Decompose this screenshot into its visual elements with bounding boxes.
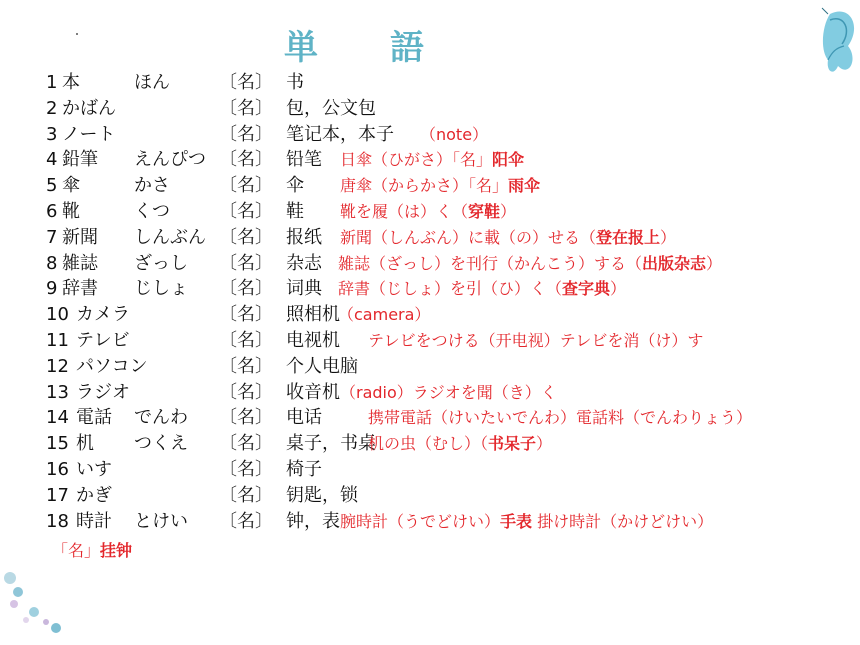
vocab-number: 17 — [46, 484, 69, 506]
vocab-word: かぎ — [76, 484, 112, 506]
vocab-word: 辞書 — [62, 278, 98, 300]
tail-plain: 「名」 — [52, 541, 101, 560]
vocab-row — [46, 173, 826, 199]
vocab-meaning: 桌子，书桌 — [286, 433, 376, 455]
vocab-word: 電話 — [76, 407, 112, 429]
vocab-number: 12 — [46, 355, 69, 377]
vocab-part-of-speech: 〔名〕 — [219, 149, 273, 171]
vocab-word: 新聞 — [62, 226, 98, 248]
vocab-kana: とけい — [134, 510, 188, 532]
vocab-meaning: 杂志 — [286, 252, 322, 274]
vocab-part-of-speech: 〔名〕 — [219, 355, 273, 377]
vocab-meaning: 铅笔 — [286, 149, 322, 171]
vocab-number: 7 — [46, 226, 58, 248]
vocab-kana: ざっし — [134, 252, 188, 274]
example-text: （note） — [420, 124, 489, 144]
example-translation: 手表 — [500, 511, 533, 531]
vocab-part-of-speech: 〔名〕 — [219, 252, 273, 274]
vocab-word: テレビ — [76, 330, 130, 351]
vocab-meaning: 个人电脑 — [286, 355, 358, 377]
example-text-end: ） — [500, 202, 517, 221]
slide-title — [284, 20, 496, 69]
vocab-number: 10 — [46, 304, 69, 326]
vocab-row — [46, 96, 826, 122]
tail-bold: 挂钟 — [100, 541, 133, 560]
vocab-word: パソコン — [76, 355, 148, 377]
example-text-end: ） — [706, 253, 723, 273]
vocab-number: 2 — [46, 97, 58, 119]
vocab-row — [46, 405, 826, 431]
vocab-example — [338, 276, 626, 302]
vocab-meaning: 照相机 — [286, 304, 340, 326]
vocab-example — [340, 199, 516, 225]
vocab-example — [338, 302, 430, 328]
vocab-row — [46, 251, 826, 277]
vocab-number: 3 — [46, 123, 58, 145]
vocab-kana: ほん — [134, 72, 170, 93]
vocab-word: かばん — [62, 97, 116, 119]
vocab-example — [338, 251, 722, 277]
vocab-number: 11 — [46, 330, 69, 351]
vocab-row — [46, 380, 826, 406]
vocab-number: 5 — [46, 175, 58, 197]
vocab-meaning: 报纸 — [286, 226, 322, 248]
vocab-example — [340, 173, 540, 199]
vocab-number: 16 — [46, 459, 69, 480]
example-text: 机の虫（むし）（ — [368, 434, 489, 454]
vocab-number: 15 — [46, 433, 69, 455]
vocab-meaning: 钥匙，锁 — [286, 484, 358, 506]
vocab-example — [368, 328, 703, 354]
vocab-word: 靴 — [62, 201, 80, 222]
vocab-kana: じしょ — [134, 278, 188, 300]
vocab-row — [46, 70, 826, 96]
example-translation: 雨伞 — [508, 176, 541, 196]
decorative-dot — [76, 33, 78, 35]
vocab-part-of-speech: 〔名〕 — [219, 304, 273, 326]
example-text: 腕時計（うでどけい） — [340, 511, 501, 531]
vocab-example — [368, 405, 752, 431]
vocab-meaning: 钟，表 — [286, 510, 340, 532]
vocab-part-of-speech: 〔名〕 — [219, 510, 273, 532]
example-translation: 登在报上 — [596, 227, 661, 247]
vocab-part-of-speech: 〔名〕 — [219, 484, 273, 506]
vocab-meaning: 包，公文包 — [286, 97, 376, 119]
vocab-meaning: 电视机 — [286, 330, 340, 351]
vocab-kana: つくえ — [134, 433, 188, 455]
vocab-part-of-speech: 〔名〕 — [219, 381, 273, 403]
vocab-kana: かさ — [134, 175, 170, 197]
vocab-word: 雑誌 — [62, 252, 98, 274]
vocab-row — [46, 147, 826, 173]
vocab-row — [46, 431, 826, 457]
vocab-example — [340, 509, 713, 535]
vocab-word: ラジオ — [76, 381, 130, 403]
vocab-row — [46, 328, 826, 354]
vocab-word: 時計 — [76, 510, 112, 532]
vocab-example — [340, 380, 557, 406]
example-translation: 阳伞 — [492, 150, 525, 170]
vocab-kana: しんぶん — [134, 226, 206, 248]
vocab-word: カメラ — [76, 304, 130, 326]
vocab-meaning: 鞋 — [286, 201, 304, 222]
example-text: （camera） — [338, 305, 431, 325]
vocab-row — [46, 122, 826, 148]
example-translation: 出版杂志 — [642, 253, 707, 273]
vocab-row — [46, 457, 826, 483]
title-char-1: 単 — [284, 28, 320, 68]
vocab-row — [46, 302, 826, 328]
vocab-meaning: 伞 — [286, 175, 304, 197]
vocab-part-of-speech: 〔名〕 — [219, 226, 273, 248]
vocab-part-of-speech: 〔名〕 — [219, 201, 273, 222]
vocab-number: 8 — [46, 252, 58, 274]
vocab-number: 4 — [46, 149, 58, 171]
vocab-kana: くつ — [134, 201, 170, 222]
vocab-part-of-speech: 〔名〕 — [219, 459, 273, 480]
vocab-number: 14 — [46, 407, 69, 429]
example-text-end: ） — [610, 279, 627, 299]
vocab-meaning: 椅子 — [286, 459, 322, 480]
last-example-continuation — [52, 538, 132, 561]
vocab-number: 6 — [46, 201, 58, 222]
example-translation: 穿鞋 — [468, 202, 501, 221]
vocab-meaning: 笔记本，本子 — [286, 123, 394, 145]
vocab-word: いす — [76, 459, 112, 480]
vocab-part-of-speech: 〔名〕 — [219, 175, 273, 197]
vocab-number: 1 — [46, 72, 58, 93]
vocab-row — [46, 225, 826, 251]
example-text-end: ） — [660, 227, 677, 247]
example-text: テレビをつける（开电视）テレビを消（け）す — [368, 331, 704, 350]
vocab-example — [340, 147, 524, 173]
vocab-part-of-speech: 〔名〕 — [219, 278, 273, 300]
beads-icon — [0, 568, 70, 638]
example-translation: 书呆子 — [488, 434, 537, 454]
vocab-row — [46, 354, 826, 380]
vocab-meaning: 电话 — [286, 407, 322, 429]
example-text: 日傘（ひがさ）「名」 — [340, 150, 493, 170]
vocab-word: 本 — [62, 72, 80, 93]
vocab-number: 13 — [46, 381, 69, 403]
vocab-part-of-speech: 〔名〕 — [219, 330, 273, 351]
vocab-part-of-speech: 〔名〕 — [219, 433, 273, 455]
example-text: 靴を履（は）く（ — [340, 202, 469, 221]
vocab-row — [46, 276, 826, 302]
vocab-meaning: 书 — [286, 72, 304, 93]
example-text: 雑誌（ざっし）を刊行（かんこう）する（ — [338, 253, 643, 273]
vocab-meaning: 词典 — [286, 278, 322, 300]
example-text: 唐傘（からかさ）「名」 — [340, 176, 509, 196]
vocab-example — [368, 431, 552, 457]
vocab-kana: えんぴつ — [134, 149, 206, 171]
example-text-end: ） — [536, 434, 553, 454]
title-char-2: 語 — [390, 28, 426, 68]
vocab-number: 18 — [46, 510, 69, 532]
vocab-kana: でんわ — [134, 407, 188, 429]
vocab-word: 机 — [76, 433, 94, 455]
vocab-word: 鉛筆 — [62, 149, 98, 171]
example-text: （radio）ラジオを聞（き）く — [340, 382, 557, 402]
vocab-part-of-speech: 〔名〕 — [219, 72, 273, 93]
example-text: 携帯電話（けいたいでんわ）電話料（でんわりょう） — [368, 408, 753, 428]
example-text: 新聞（しんぶん）に載（の）せる（ — [340, 227, 597, 247]
vocab-meaning: 收音机 — [286, 381, 340, 403]
vocab-word: ノート — [62, 123, 116, 145]
vocab-example — [420, 122, 488, 148]
example-text: 辞書（じしょ）を引（ひ）く（ — [338, 279, 563, 299]
vocab-part-of-speech: 〔名〕 — [219, 97, 273, 119]
vocab-row — [46, 199, 826, 225]
vocab-row — [46, 509, 826, 535]
example-text-end: 掛け時計（かけどけい） — [532, 511, 714, 531]
vocab-part-of-speech: 〔名〕 — [219, 407, 273, 429]
vocab-part-of-speech: 〔名〕 — [219, 123, 273, 145]
vocab-number: 9 — [46, 278, 58, 300]
vocab-example — [340, 225, 676, 251]
example-translation: 查字典 — [562, 279, 611, 299]
vocab-row — [46, 483, 826, 509]
vocab-word: 傘 — [62, 175, 80, 197]
